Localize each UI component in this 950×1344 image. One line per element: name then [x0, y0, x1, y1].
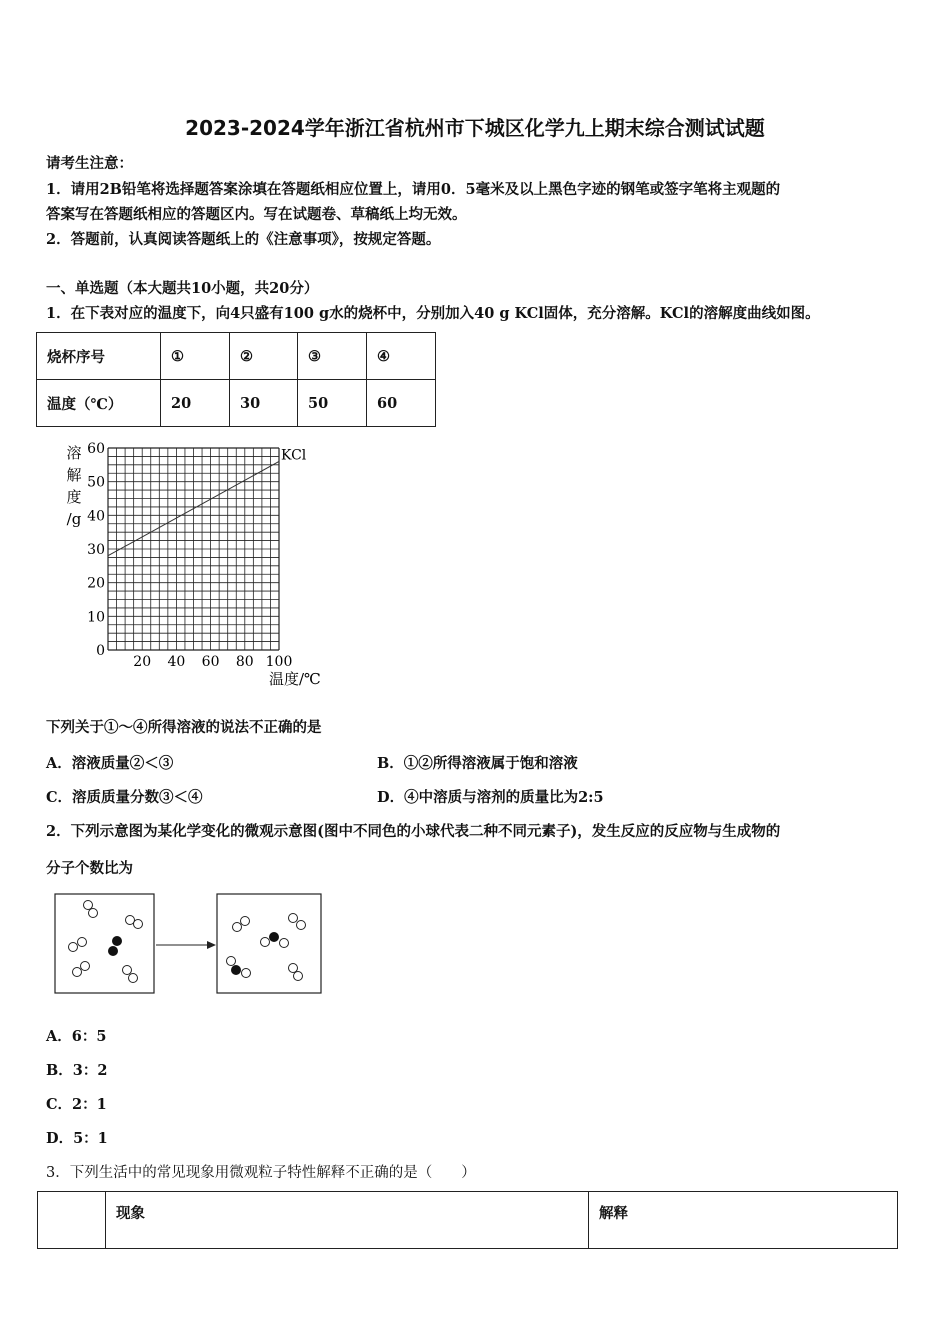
white-atom — [289, 964, 298, 973]
y-tick-label: 20 — [87, 575, 105, 592]
table-row — [38, 1192, 898, 1249]
white-atom — [227, 957, 236, 966]
q1-table — [36, 332, 436, 427]
white-atom — [261, 938, 270, 947]
q1-option-a[interactable]: A．溶液质量②＜③ — [46, 755, 174, 772]
y-axis-label — [66, 444, 81, 528]
table-cell: ① — [161, 333, 230, 380]
black-atom — [231, 965, 241, 975]
q2-option-c[interactable]: C．2：1 — [46, 1096, 107, 1113]
table-header-cell: 现象 — [106, 1192, 589, 1249]
kcl-solubility-chart — [60, 438, 340, 693]
y-axis-label-char: /g — [66, 510, 82, 528]
white-atom — [73, 968, 82, 977]
white-atom — [233, 923, 242, 932]
white-atom — [84, 901, 93, 910]
x-axis-label: 温度/℃ — [269, 670, 321, 688]
reaction-diagram — [52, 892, 327, 998]
y-axis-label-char: 溶 — [66, 444, 82, 462]
white-atom — [241, 917, 250, 926]
y-tick-labels — [87, 441, 105, 659]
page-title: 2023-2024学年浙江省杭州市下城区化学九上期末综合测试试题 — [185, 116, 765, 140]
white-atom — [242, 969, 251, 978]
table-cell: 烧杯序号 — [37, 333, 161, 380]
table-cell: ④ — [367, 333, 436, 380]
q2-option-d[interactable]: D．5：1 — [46, 1130, 108, 1147]
x-tick-label: 100 — [265, 654, 293, 670]
notice-line-1: 1．请用2B铅笔将选择题答案涂填在答题纸相应位置上，请用0．5毫米及以上黑色字迹的钢笔或签字笔将主观题的 — [46, 181, 781, 198]
arrow-head — [207, 941, 216, 949]
y-tick-label: 10 — [87, 609, 105, 626]
white-atom — [81, 962, 90, 971]
x-tick-labels — [133, 654, 292, 670]
q1-stem: 1．在下表对应的温度下，向4只盛有100 g水的烧杯中，分别加入40 g KCl固体，充分溶解。KCl的溶解度曲线如图。 — [46, 305, 820, 322]
table-row — [37, 333, 436, 380]
notice-heading: 请考生注意： — [46, 155, 133, 172]
white-atom — [78, 938, 87, 947]
black-atom — [112, 936, 122, 946]
table-row — [37, 380, 436, 427]
white-atom — [289, 914, 298, 923]
table-header-cell: 解释 — [589, 1192, 898, 1249]
notice-line-3: 2．答题前，认真阅读答题纸上的《注意事项》，按规定答题。 — [46, 231, 441, 248]
black-atom — [269, 932, 279, 942]
y-tick-label: 60 — [87, 441, 105, 457]
y-tick-label: 50 — [87, 474, 105, 491]
y-tick-label: 30 — [87, 542, 105, 558]
table-cell: 温度（℃） — [37, 380, 161, 427]
y-tick-label: 0 — [96, 643, 105, 659]
x-tick-label: 20 — [133, 654, 152, 670]
black-atom — [108, 946, 118, 956]
kcl-series-label: KCl — [281, 447, 307, 464]
q1-option-d[interactable]: D．④中溶质与溶剂的质量比为2:5 — [377, 789, 604, 806]
white-atom — [294, 972, 303, 981]
x-tick-label: 40 — [167, 654, 186, 670]
x-tick-label: 60 — [201, 654, 220, 670]
y-axis-label-char: 度 — [66, 488, 82, 506]
white-atom — [89, 909, 98, 918]
table-cell: 30 — [230, 380, 298, 427]
white-atom — [134, 920, 143, 929]
white-atom — [129, 974, 138, 983]
section-heading: 一、单选题（本大题共10小题，共20分） — [46, 280, 319, 297]
white-atom — [69, 943, 78, 952]
table-cell: ③ — [298, 333, 367, 380]
y-axis-label-char: 解 — [66, 466, 82, 484]
q3-stem: 3．下列生活中的常见现象用微观粒子特性解释不正确的是（ ） — [46, 1165, 476, 1181]
q1-question: 下列关于①～④所得溶液的说法不正确的是 — [46, 719, 322, 736]
q1-option-c[interactable]: C．溶质质量分数③＜④ — [46, 789, 203, 806]
q2-stem-2: 分子个数比为 — [46, 860, 133, 877]
q2-stem-1: 2．下列示意图为某化学变化的微观示意图(图中不同色的小球代表二种不同元素子)，发生反应的反应物与生成物的 — [46, 823, 781, 840]
table-cell: 20 — [161, 380, 230, 427]
q2-option-a[interactable]: A．6：5 — [46, 1028, 107, 1045]
q3-table — [37, 1191, 898, 1249]
white-atom — [297, 921, 306, 930]
y-tick-label: 40 — [87, 508, 105, 525]
q1-option-b[interactable]: B．①②所得溶液属于饱和溶液 — [377, 755, 578, 772]
table-header-cell — [38, 1192, 106, 1249]
q2-option-b[interactable]: B．3：2 — [46, 1062, 108, 1079]
x-tick-label: 80 — [235, 654, 254, 670]
notice-line-2: 答案写在答题纸相应的答题区内。写在试题卷、草稿纸上均无效。 — [46, 206, 467, 223]
white-atom — [280, 939, 289, 948]
table-cell: ② — [230, 333, 298, 380]
white-atom — [123, 966, 132, 975]
table-cell: 60 — [367, 380, 436, 427]
table-cell: 50 — [298, 380, 367, 427]
chart-grid — [108, 448, 279, 650]
